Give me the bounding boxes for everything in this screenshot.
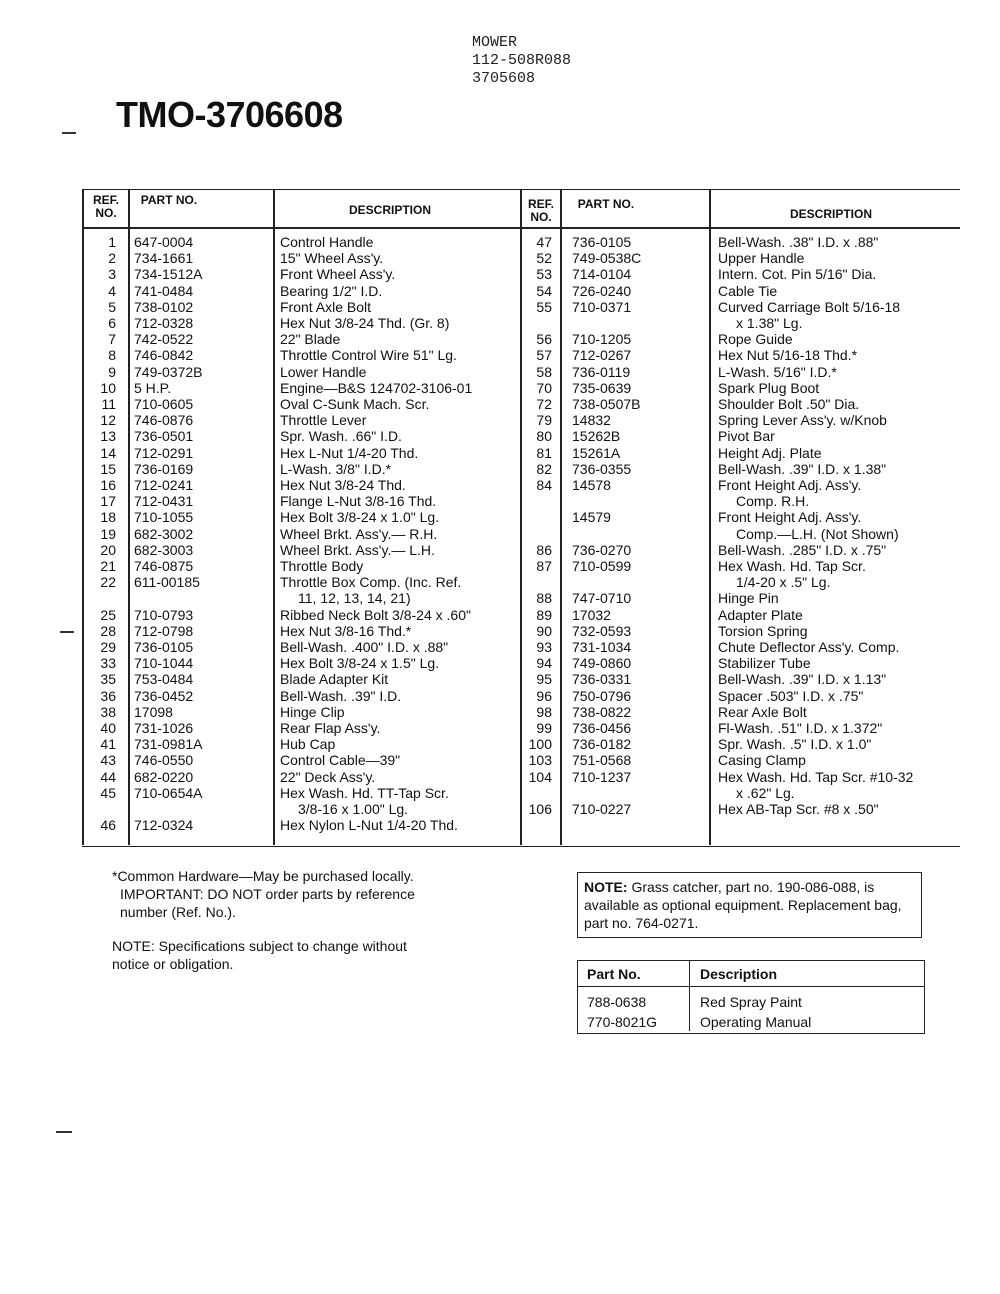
part-number: 746-0550 xyxy=(134,752,194,769)
part-number: 712-0798 xyxy=(134,622,194,639)
margin-mark xyxy=(62,132,76,134)
ref-number: 10 xyxy=(100,379,116,396)
ref-number: 8 xyxy=(108,347,116,364)
part-number: 738-0102 xyxy=(134,298,194,315)
part-description: L-Wash. 3/8" I.D.* xyxy=(280,460,392,477)
part-description: 22" Blade xyxy=(280,331,341,348)
part-number: 738-0507B xyxy=(572,396,641,412)
header-description-right: DESCRIPTION xyxy=(789,207,872,221)
extra-parts-header-description: Description xyxy=(690,960,926,987)
stamp-line-3: 3705608 xyxy=(472,70,536,87)
part-number: 17098 xyxy=(134,703,173,720)
ref-number: 9 xyxy=(108,363,116,380)
part-description: Shoulder Bolt .50" Dia. xyxy=(718,396,860,412)
part-description: Engine—B&S 124702-3106-01 xyxy=(280,379,473,396)
ref-number: 56 xyxy=(536,331,552,348)
part-description: Wheel Brkt. Ass'y.— R.H. xyxy=(280,525,438,542)
ref-number: 1 xyxy=(108,234,116,250)
note-label: NOTE: xyxy=(584,879,628,895)
part-description: Oval C-Sunk Mach. Scr. xyxy=(280,396,430,412)
part-description: Throttle Control Wire 51" Lg. xyxy=(280,347,457,364)
part-description: Wheel Brkt. Ass'y.— L.H. xyxy=(280,541,435,558)
ref-number: 47 xyxy=(536,234,552,250)
part-number: 5 H.P. xyxy=(134,379,172,396)
ref-number: 45 xyxy=(100,784,116,801)
ref-number: 11 xyxy=(101,396,116,412)
part-description: Adapter Plate xyxy=(718,606,803,623)
ref-number: 94 xyxy=(536,655,552,672)
model-title: TMO-3706608 xyxy=(116,94,343,135)
part-description: Bell-Wash. .39" I.D. x 1.38" xyxy=(718,460,887,477)
part-description: Torsion Spring xyxy=(718,622,808,639)
part-number: 751-0568 xyxy=(572,752,632,769)
part-description: Spr. Wash. .5" I.D. x 1.0" xyxy=(718,736,872,753)
part-number: 753-0484 xyxy=(134,671,194,688)
ref-number: 95 xyxy=(536,671,552,688)
ref-number: 53 xyxy=(536,266,552,283)
part-description: Throttle Lever xyxy=(280,412,367,429)
ref-number: 16 xyxy=(100,477,116,493)
header-part-no-left: PART NO. xyxy=(140,193,198,207)
extra-parts-table xyxy=(577,960,925,1031)
extra-part-number: 788-0638 xyxy=(577,987,690,1012)
ref-number: 35 xyxy=(100,671,116,688)
ref-number: 3 xyxy=(108,266,116,283)
ref-number: 58 xyxy=(536,363,552,380)
part-number: 710-1205 xyxy=(572,331,632,348)
ref-number: 21 xyxy=(100,558,116,574)
part-description: 11, 12, 13, 14, 21) xyxy=(298,590,411,607)
part-description: Rear Flap Ass'y. xyxy=(280,720,381,736)
part-number: 741-0484 xyxy=(134,282,194,299)
ref-number: 106 xyxy=(528,801,552,817)
ref-number: 6 xyxy=(108,315,116,331)
table-divider xyxy=(560,189,562,845)
stamp-line-1: MOWER xyxy=(472,34,518,51)
part-number: 731-1034 xyxy=(572,639,632,655)
model-stamp xyxy=(472,34,571,88)
part-number: 15261A xyxy=(572,444,621,461)
part-description: Cable Tie xyxy=(718,282,778,299)
part-description: Front Wheel Ass'y. xyxy=(280,266,396,283)
part-description: Hex Wash. Hd. TT-Tap Scr. xyxy=(280,784,449,801)
part-description: Hex Nut 3/8-24 Thd. xyxy=(280,477,406,493)
extra-part-description: Operating Manual xyxy=(700,1014,812,1030)
part-description: 15" Wheel Ass'y. xyxy=(280,250,384,267)
part-number: 749-0538C xyxy=(572,250,642,267)
part-number: 712-0431 xyxy=(134,493,194,510)
ref-number: 36 xyxy=(100,687,116,704)
ref-number: 82 xyxy=(536,460,552,477)
spec-note-line: NOTE: Specifications subject to change without xyxy=(112,938,407,954)
part-number: 14832 xyxy=(572,412,611,429)
ref-number: 40 xyxy=(100,720,116,736)
part-description: Hex L-Nut 1/4-20 Thd. xyxy=(280,444,419,461)
part-description: Hinge Pin xyxy=(718,590,779,607)
part-description: Throttle Body xyxy=(280,558,364,574)
part-number: 710-0654A xyxy=(134,784,203,801)
ref-number: 13 xyxy=(100,428,116,445)
part-number: 682-3002 xyxy=(134,525,194,542)
part-description: Bell-Wash. .39" I.D. x 1.13" xyxy=(718,671,887,688)
part-number: 732-0593 xyxy=(572,622,632,639)
stamp-line-2: 112-508R088 xyxy=(472,52,572,69)
part-description: Hinge Clip xyxy=(280,703,345,720)
part-number: 736-0169 xyxy=(134,460,194,477)
part-number: 682-0220 xyxy=(134,768,194,785)
ref-number: 90 xyxy=(536,622,552,639)
spec-note-line: notice or obligation. xyxy=(112,956,234,972)
part-number: 736-0452 xyxy=(134,687,194,704)
ref-number: 12 xyxy=(100,412,116,429)
header-part-no-right: PART NO. xyxy=(577,197,635,211)
part-description: 3/8-16 x 1.00" Lg. xyxy=(298,801,409,817)
part-description: Front Height Adj. Ass'y. xyxy=(718,477,862,493)
ref-number: 25 xyxy=(100,606,116,623)
part-description: Hex Nylon L-Nut 1/4-20 Thd. xyxy=(280,817,458,834)
part-number: 736-0331 xyxy=(572,671,632,688)
part-number: 736-0119 xyxy=(572,363,631,380)
part-description: Bell-Wash. .39" I.D. xyxy=(280,687,402,704)
table-divider xyxy=(709,189,711,845)
part-number: 710-0605 xyxy=(134,396,194,412)
footnote-line: *Common Hardware—May be purchased locally. xyxy=(112,868,414,884)
part-description: x .62" Lg. xyxy=(736,784,795,801)
part-number: 735-0639 xyxy=(572,379,632,396)
part-description: 22" Deck Ass'y. xyxy=(280,768,376,785)
ref-number: 2 xyxy=(108,250,116,267)
ref-number: 17 xyxy=(100,493,116,510)
part-number: 17032 xyxy=(572,606,611,623)
part-number: 712-0328 xyxy=(134,315,194,331)
part-description: Hex Nut 3/8-16 Thd.* xyxy=(280,622,412,639)
part-description: Ribbed Neck Bolt 3/8-24 x .60" xyxy=(280,606,471,623)
part-description: Lower Handle xyxy=(280,363,367,380)
ref-number: 28 xyxy=(100,622,116,639)
ref-number: 80 xyxy=(536,428,552,445)
part-number: 15262B xyxy=(572,428,621,445)
part-description: Upper Handle xyxy=(718,250,805,267)
part-number: 710-0371 xyxy=(572,298,632,315)
part-description: Hex Nut 5/16-18 Thd.* xyxy=(718,347,858,364)
part-number: 736-0355 xyxy=(572,460,632,477)
part-description: x 1.38" Lg. xyxy=(736,315,803,331)
ref-number: 104 xyxy=(528,768,552,785)
note-text: Grass catcher, part no. 190-086-088, is available as optional equipment. Replacement bag, part no. 764-0271. xyxy=(584,879,902,931)
ref-number: 41 xyxy=(100,736,116,753)
part-number: 682-3003 xyxy=(134,541,194,558)
ref-number: 55 xyxy=(536,298,552,315)
part-number: 736-0501 xyxy=(134,428,194,445)
ref-number: 86 xyxy=(536,541,552,558)
extra-parts-header-part: Part No. xyxy=(577,960,690,987)
part-number: 749-0860 xyxy=(572,655,632,672)
part-description: Front Axle Bolt xyxy=(280,298,372,315)
part-description: Curved Carriage Bolt 5/16-18 xyxy=(718,298,901,315)
part-description: Hub Cap xyxy=(280,736,336,753)
part-description: Hex Wash. Hd. Tap Scr. #10-32 xyxy=(718,768,914,785)
part-number: 14579 xyxy=(572,509,611,526)
part-description: Hex Bolt 3/8-24 x 1.0" Lg. xyxy=(280,509,440,526)
part-number: 712-0267 xyxy=(572,347,632,364)
ref-number: 15 xyxy=(100,460,116,477)
ref-number: 4 xyxy=(108,282,116,299)
ref-number: 99 xyxy=(536,720,552,736)
part-description: Hex Wash. Hd. Tap Scr. xyxy=(718,558,866,574)
ref-number: 93 xyxy=(536,639,552,655)
part-number: 710-1237 xyxy=(572,768,632,785)
part-description: Height Adj. Plate xyxy=(718,444,822,461)
part-description: Bearing 1/2" I.D. xyxy=(280,282,383,299)
part-description: Comp. R.H. xyxy=(736,493,810,510)
part-number: 736-0456 xyxy=(572,720,632,736)
part-number: 710-0599 xyxy=(572,558,632,574)
ref-number: 5 xyxy=(108,298,116,315)
ref-number: 96 xyxy=(536,687,552,704)
header-ref-no-right: REF. NO. xyxy=(527,197,554,224)
part-description: Intern. Cot. Pin 5/16" Dia. xyxy=(718,266,877,283)
part-description: Comp.—L.H. (Not Shown) xyxy=(736,525,899,542)
header-description-left: DESCRIPTION xyxy=(348,203,431,217)
part-description: Front Height Adj. Ass'y. xyxy=(718,509,862,526)
part-description: Spr. Wash. .66" I.D. xyxy=(280,428,402,445)
part-number: 712-0324 xyxy=(134,817,194,834)
part-description: Control Handle xyxy=(280,234,374,250)
margin-mark xyxy=(56,1131,72,1133)
footnote-line: IMPORTANT: DO NOT order parts by reference xyxy=(120,886,415,902)
ref-number: 72 xyxy=(536,396,552,412)
part-number: 746-0876 xyxy=(134,412,194,429)
part-number: 749-0372B xyxy=(134,363,203,380)
specifications-note xyxy=(112,937,512,973)
ref-number: 19 xyxy=(100,525,116,542)
part-number: 726-0240 xyxy=(572,282,632,299)
part-number: 611-00185 xyxy=(134,574,200,591)
ref-number: 100 xyxy=(528,736,552,753)
extra-part-number: 770-8021G xyxy=(577,1011,690,1031)
part-description: Rope Guide xyxy=(718,331,793,348)
part-description: Pivot Bar xyxy=(718,428,775,445)
part-number: 712-0291 xyxy=(134,444,194,461)
ref-number: 103 xyxy=(528,752,552,769)
table-divider xyxy=(273,189,275,845)
part-description: Rear Axle Bolt xyxy=(718,703,807,720)
part-number: 731-1026 xyxy=(134,720,194,736)
ref-number: 44 xyxy=(100,768,116,785)
ref-number: 98 xyxy=(536,703,552,720)
part-number: 736-0105 xyxy=(572,234,632,250)
header-ref-no-left: REF. NO. xyxy=(92,193,119,220)
part-description: Chute Deflector Ass'y. Comp. xyxy=(718,639,900,655)
ref-number: 29 xyxy=(100,639,116,655)
part-description: Fl-Wash. .51" I.D. x 1.372" xyxy=(718,720,883,736)
ref-number: 84 xyxy=(536,477,552,493)
part-description: Spark Plug Boot xyxy=(718,379,820,396)
part-number: 712-0241 xyxy=(134,477,194,493)
part-number: 747-0710 xyxy=(572,590,632,607)
ref-number: 81 xyxy=(536,444,552,461)
ref-number: 20 xyxy=(100,541,116,558)
part-number: 736-0182 xyxy=(572,736,632,753)
ref-number: 7 xyxy=(108,331,116,348)
margin-mark xyxy=(60,631,74,633)
ref-number: 14 xyxy=(100,444,116,461)
part-description: Hex AB-Tap Scr. #8 x .50" xyxy=(718,801,879,817)
ref-number: 38 xyxy=(100,703,116,720)
ref-number: 54 xyxy=(536,282,552,299)
part-description: Casing Clamp xyxy=(718,752,806,769)
ref-number: 89 xyxy=(536,606,552,623)
grass-catcher-note xyxy=(577,872,922,938)
ref-number: 52 xyxy=(536,250,552,267)
ref-number: 79 xyxy=(536,412,552,429)
ref-number: 70 xyxy=(536,379,552,396)
part-number: 736-0105 xyxy=(134,639,194,655)
ref-number: 88 xyxy=(536,590,552,607)
part-number: 14578 xyxy=(572,477,611,493)
part-number: 710-0793 xyxy=(134,606,194,623)
part-description: 1/4-20 x .5" Lg. xyxy=(736,574,831,591)
part-number: 731-0981A xyxy=(134,736,203,753)
table-row xyxy=(577,1011,925,1031)
part-number: 736-0270 xyxy=(572,541,632,558)
part-number: 746-0875 xyxy=(134,558,194,574)
part-number: 734-1661 xyxy=(134,250,194,267)
ref-number: 43 xyxy=(100,752,116,769)
table-divider xyxy=(128,189,130,845)
part-description: Blade Adapter Kit xyxy=(280,671,389,688)
part-number: 742-0522 xyxy=(134,331,194,348)
part-description: Hex Bolt 3/8-24 x 1.5" Lg. xyxy=(280,655,440,672)
ref-number: 57 xyxy=(536,347,552,364)
ref-number: 87 xyxy=(536,558,552,574)
part-description: L-Wash. 5/16" I.D.* xyxy=(718,363,837,380)
part-description: Stabilizer Tube xyxy=(718,655,811,672)
part-number: 738-0822 xyxy=(572,703,632,720)
part-description: Bell-Wash. .285" I.D. x .75" xyxy=(718,541,887,558)
part-description: Flange L-Nut 3/8-16 Thd. xyxy=(280,493,437,510)
ref-number: 33 xyxy=(100,655,116,672)
part-number: 710-1055 xyxy=(134,509,194,526)
part-description: Spacer .503" I.D. x .75" xyxy=(718,687,864,704)
part-number: 710-1044 xyxy=(134,655,194,672)
extra-part-description: Red Spray Paint xyxy=(700,994,802,1010)
part-description: Spring Lever Ass'y. w/Knob xyxy=(718,412,887,429)
footnote-line: number (Ref. No.). xyxy=(120,904,236,920)
part-number: 647-0004 xyxy=(134,234,194,250)
part-number: 714-0104 xyxy=(572,266,632,283)
common-hardware-footnote xyxy=(112,867,512,921)
part-number: 734-1512A xyxy=(134,266,203,283)
part-description: Throttle Box Comp. (Inc. Ref. xyxy=(280,574,462,591)
part-number: 710-0227 xyxy=(572,801,632,817)
part-description: Control Cable—39" xyxy=(280,752,401,769)
part-description: Bell-Wash. .400" I.D. x .88" xyxy=(280,639,449,655)
part-description: Hex Nut 3/8-24 Thd. (Gr. 8) xyxy=(280,315,450,331)
ref-number: 22 xyxy=(100,574,116,591)
part-number: 750-0796 xyxy=(572,687,632,704)
table-row xyxy=(577,987,925,1012)
part-number: 746-0842 xyxy=(134,347,194,364)
part-description: Bell-Wash. .38" I.D. x .88" xyxy=(718,234,879,250)
ref-number: 18 xyxy=(100,509,116,526)
ref-number: 46 xyxy=(100,817,116,834)
